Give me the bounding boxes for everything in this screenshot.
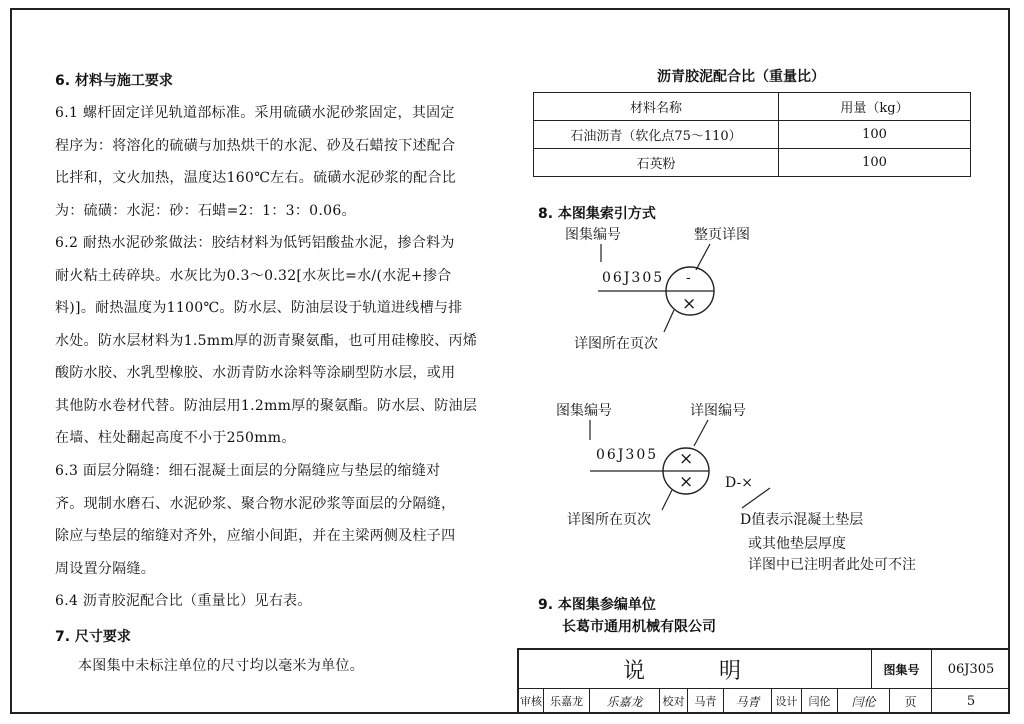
reviewer-name: 乐嘉龙 xyxy=(543,688,589,714)
paragraph-6-1: 6.1 螺杆固定详见轨道部标准。采用硫磺水泥砂浆固定，其固定 程序为：将溶化的硫磺与加热烘干的水泥、砂及石蜡按下述配合 比拌和，文火加热，温度达160℃左右。硫磺水泥砂浆的配合比 为：硫磺：水泥：砂：石蜡=2：1：3：0.06。 xyxy=(55,105,457,219)
paragraph-6-3: 6.3 面层分隔缝：细石混凝土面层的分隔缝应与垫层的缩缝对 齐。现制水磨石、水泥砂浆、聚合物水泥砂浆等面层的分隔缝， 除应与垫层的缩缝对齐外，应缩小间距，并在主梁两侧及柱子四 周设置分隔缝。 xyxy=(55,463,456,577)
atlas-number-label: 图集号 xyxy=(871,650,931,688)
section-6-title: 6. 材料与施工要求 xyxy=(55,73,173,89)
review-label: 审核 xyxy=(520,695,542,708)
cell-amount: 100 xyxy=(779,149,971,177)
d2-suffix: D-× xyxy=(725,475,753,491)
d2-top-symbol: × xyxy=(679,449,694,469)
paragraph-6-4: 6.4 沥青胶泥配合比（重量比）见右表。 xyxy=(55,593,312,609)
paragraph-6-2: 6.2 耐热水泥砂浆做法：胶结材料为低钙铝酸盐水泥，掺合料为 耐火粘土砖碎块。水灰比为0.3～0.32[水灰比=水/(水泥+掺合 料)]。耐热温度为1100℃。防水层、防油层设于轨道进线槽与排 水处。防水层材料为1.5mm厚的沥青聚氨酯，也可用硅橡胶、丙烯 酸防水胶、水乳型橡胶、水沥青防水涂料等涂刷型防水层，或用 其他防水卷材代替。防油层用1.2mm厚的聚氨酯。防水层、防油层 在墙、柱处翻起高度不小于250mm。 xyxy=(55,235,478,446)
d2-page-label: 详图所在页次 xyxy=(567,512,651,528)
d2-note-line-2: 或其他垫层厚度 xyxy=(748,536,846,552)
cell-amount: 100 xyxy=(779,121,971,149)
d1-atlas-number-label: 图集编号 xyxy=(565,227,621,243)
checker-signature: 马青 xyxy=(723,688,771,714)
d1-whole-page-label: 整页详图 xyxy=(694,227,750,243)
section-7-title: 7. 尺寸要求 xyxy=(55,629,131,645)
d1-bottom-symbol: × xyxy=(682,294,697,314)
d2-code: 06J305 xyxy=(596,447,659,463)
designer-signature: 闫伦 xyxy=(837,688,889,714)
header-amount: 用量（kg） xyxy=(779,93,971,121)
check-label: 校对 xyxy=(659,688,687,714)
design-label: 设计 xyxy=(771,688,801,714)
participating-organization: 长葛市通用机械有限公司 xyxy=(562,619,716,635)
checker-name: 马青 xyxy=(687,688,723,714)
d2-note-line-1: D值表示混凝土垫层 xyxy=(740,512,864,528)
title-block xyxy=(517,648,1010,714)
d2-atlas-number-label: 图集编号 xyxy=(556,403,612,419)
page-number: 5 xyxy=(931,688,1010,714)
d1-top-symbol: - xyxy=(686,270,691,286)
paragraph-7: 本图集中未标注单位的尺寸均以毫米为单位。 xyxy=(78,658,364,674)
d2-detail-number-label: 详图编号 xyxy=(690,403,746,419)
drawing-title: 说 明 xyxy=(622,658,767,684)
d2-bottom-symbol: × xyxy=(679,472,694,492)
cell-material: 石油沥青（软化点75～110） xyxy=(534,121,779,149)
reviewer-signature: 乐嘉龙 xyxy=(589,688,659,714)
atlas-number: 06J305 xyxy=(931,650,1010,688)
d1-code: 06J305 xyxy=(602,270,665,286)
section-8-title: 8. 本图集索引方式 xyxy=(538,206,656,222)
d1-page-label: 详图所在页次 xyxy=(574,336,658,352)
section-9-title: 9. 本图集参编单位 xyxy=(538,597,656,613)
page-label: 页 xyxy=(889,688,931,714)
d2-note-line-3: 详图中已注明者此处可不注 xyxy=(748,557,916,573)
header-material: 材料名称 xyxy=(534,93,779,121)
designer-name: 闫伦 xyxy=(801,688,837,714)
table-title: 沥青胶泥配合比（重量比） xyxy=(657,69,825,85)
cell-material: 石英粉 xyxy=(534,149,779,177)
